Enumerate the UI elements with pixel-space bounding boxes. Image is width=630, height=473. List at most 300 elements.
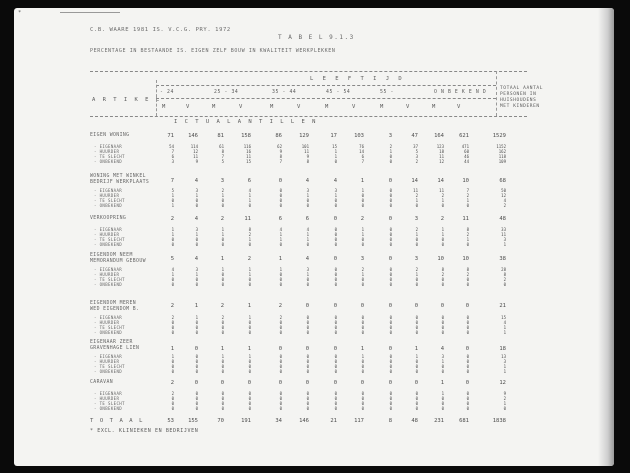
sub-cell: 0: [334, 406, 337, 411]
sub-cell: 0: [279, 359, 282, 364]
table-cell: 1: [170, 346, 174, 352]
sub-cell: 0: [306, 364, 309, 369]
sub-cell: 5: [415, 149, 418, 154]
sub-cell: 2: [221, 188, 224, 193]
sub-cell: 0: [389, 391, 392, 396]
sub-cell: 0: [361, 315, 364, 320]
table-cell: 1: [414, 346, 418, 352]
sub-cell: 1: [171, 203, 174, 208]
sub-cell: 62: [277, 144, 282, 149]
sub-cell: 1: [361, 227, 364, 232]
sub-cell: 0: [466, 315, 469, 320]
sub-cell: 0: [415, 391, 418, 396]
sub-cell: 0: [171, 359, 174, 364]
sub-cell: 0: [306, 369, 309, 374]
table-cell: 3: [360, 256, 364, 262]
row-label: WONING MET WINKEL: [90, 174, 146, 179]
table-cell: 0: [333, 380, 337, 386]
table-cell: 0: [388, 216, 392, 222]
sub-cell: 0: [389, 406, 392, 411]
sub-cell: 3: [195, 227, 198, 232]
table-cell: 1: [247, 303, 251, 309]
sub-cell: 1: [415, 232, 418, 237]
sub-cell: 2: [503, 396, 506, 401]
sub-cell: 0: [334, 391, 337, 396]
table-cell: 2: [220, 216, 224, 222]
sub-cell: 0: [361, 401, 364, 406]
table-cell: 10: [462, 256, 469, 262]
sub-cell: 1: [415, 198, 418, 203]
sub-cell: 0: [466, 369, 469, 374]
sub-cell: 8: [503, 272, 506, 277]
sub-cell: 1: [306, 232, 309, 237]
table-cell: 17: [330, 133, 337, 139]
sub-cell: 0: [361, 330, 364, 335]
row-label: EIGENDOM NEEM: [90, 253, 133, 258]
sub-cell: 0: [361, 320, 364, 325]
sub-cell: 1: [441, 232, 444, 237]
sub-cell: 0: [279, 282, 282, 287]
table-cell: 7: [170, 178, 174, 184]
sub-cell: 61: [219, 144, 224, 149]
table-cell: 0: [360, 380, 364, 386]
sub-cell: 1: [248, 237, 251, 242]
sub-row-label: - EIGENAAR: [94, 354, 123, 359]
sub-cell: 0: [195, 320, 198, 325]
table-cell: 2: [360, 216, 364, 222]
table-cell: 0: [388, 346, 392, 352]
table-cell: 3: [414, 256, 418, 262]
sub-cell: 0: [389, 330, 392, 335]
sub-cell: 2: [466, 193, 469, 198]
sub-cell: 2: [415, 267, 418, 272]
sub-cell: 0: [279, 401, 282, 406]
sub-cell: 0: [466, 359, 469, 364]
row-label-continued: BEDRIJF WERKPLAATS: [90, 180, 150, 185]
sub-cell: 0: [306, 359, 309, 364]
sub-cell: 0: [389, 364, 392, 369]
sub-cell: 0: [195, 325, 198, 330]
sub-cell: 0: [441, 369, 444, 374]
sub-cell: 0: [389, 242, 392, 247]
sub-cell: 0: [171, 325, 174, 330]
sub-cell: 0: [248, 391, 251, 396]
table-cell: 0: [388, 303, 392, 309]
table-cell: 68: [499, 178, 506, 184]
sub-cell: 0: [441, 242, 444, 247]
sub-cell: 109: [498, 159, 506, 164]
sub-cell: 46: [464, 154, 469, 159]
sub-cell: 0: [389, 359, 392, 364]
sub-row-label: - HUURDER: [94, 359, 120, 364]
sub-cell: 0: [279, 406, 282, 411]
sub-cell: 0: [361, 203, 364, 208]
table-cell: 0: [305, 380, 309, 386]
table-cell: 6: [278, 216, 282, 222]
sub-cell: 3: [441, 354, 444, 359]
sub-cell: 18: [439, 149, 444, 154]
sub-cell: 1: [171, 272, 174, 277]
sub-cell: 0: [466, 282, 469, 287]
sub-cell: 0: [171, 406, 174, 411]
sub-cell: 0: [279, 198, 282, 203]
sub-cell: 0: [221, 198, 224, 203]
sub-cell: 9: [503, 391, 506, 396]
sub-cell: 0: [441, 320, 444, 325]
sub-cell: 2: [415, 193, 418, 198]
table-cell: 2: [247, 256, 251, 262]
sub-cell: 11: [439, 154, 444, 159]
sub-cell: 1: [279, 237, 282, 242]
sub-cell: 1: [248, 198, 251, 203]
sub-cell: 11: [246, 154, 251, 159]
sub-cell: 1: [171, 232, 174, 237]
sub-row-label: - ONBEKEND: [94, 203, 123, 208]
sub-cell: 0: [195, 401, 198, 406]
total-cell: 146: [299, 418, 309, 424]
sub-cell: 0: [466, 364, 469, 369]
sub-cell: 101: [301, 144, 309, 149]
row-label-header: A R T I K E L: [92, 97, 162, 103]
sub-cell: 1: [279, 232, 282, 237]
sub-cell: 0: [171, 330, 174, 335]
sub-cell: 5: [171, 188, 174, 193]
sub-cell: 8: [466, 267, 469, 272]
sub-row-label: - TE SLECHT: [94, 364, 125, 369]
sub-cell: 0: [466, 406, 469, 411]
sub-cell: 471: [461, 144, 469, 149]
table-cell: 0: [465, 346, 469, 352]
sub-cell: 9: [195, 159, 198, 164]
sub-cell: 0: [389, 282, 392, 287]
table-cell: 21: [499, 303, 506, 309]
sub-cell: 16: [246, 149, 251, 154]
sub-cell: 0: [361, 359, 364, 364]
sub-cell: 8: [441, 267, 444, 272]
table-cell: 0: [333, 216, 337, 222]
sub-cell: 3: [334, 188, 337, 193]
sub-cell: 0: [334, 320, 337, 325]
sub-cell: 12: [501, 193, 506, 198]
sub-row-label: - TE SLECHT: [94, 237, 125, 242]
header-vrule-left: [156, 80, 157, 116]
sub-cell: 0: [389, 198, 392, 203]
sub-cell: 0: [334, 272, 337, 277]
sub-cell: 0: [441, 282, 444, 287]
sub-cell: 33: [501, 227, 506, 232]
sub-cell: 8: [248, 227, 251, 232]
table-cell: 12: [499, 380, 506, 386]
sub-cell: 114: [190, 144, 198, 149]
header-vrule-right: [496, 71, 497, 116]
sub-cell: 0: [415, 396, 418, 401]
sub-cell: 0: [195, 396, 198, 401]
sex-header: V: [239, 104, 243, 110]
sub-cell: 0: [415, 406, 418, 411]
sub-cell: 0: [248, 364, 251, 369]
sub-cell: 0: [389, 154, 392, 159]
sub-row-label: - HUURDER: [94, 149, 120, 154]
sub-cell: 1: [415, 272, 418, 277]
sub-cell: 0: [466, 277, 469, 282]
sub-cell: 44: [464, 159, 469, 164]
table-cell: 1: [247, 346, 251, 352]
sub-cell: 0: [279, 354, 282, 359]
row-label-continued: GRAVENHAGE LIEN: [90, 346, 140, 351]
sub-cell: 15: [501, 315, 506, 320]
sub-cell: 0: [221, 203, 224, 208]
table-cell: 0: [333, 303, 337, 309]
sub-cell: 0: [361, 369, 364, 374]
table-cell: 1: [278, 256, 282, 262]
sub-cell: 7: [171, 149, 174, 154]
sub-cell: 0: [221, 401, 224, 406]
row-label: EIGENDOM MEREN: [90, 301, 137, 306]
subtitle: PERCENTAGE IN BESTAANDE IS. EIGEN ZELF BOUW IN KWALITEIT WERKPLEKKEN: [90, 48, 336, 54]
sub-cell: 1: [221, 267, 224, 272]
sub-cell: 15: [332, 144, 337, 149]
table-cell: 38: [499, 256, 506, 262]
sub-row-label: - ONBEKEND: [94, 330, 123, 335]
sub-cell: 0: [415, 277, 418, 282]
sub-cell: 123: [436, 144, 444, 149]
sub-cell: 0: [334, 277, 337, 282]
sex-header: M: [432, 104, 436, 110]
table-cell: 4: [194, 256, 198, 262]
sub-cell: 37: [413, 144, 418, 149]
sub-cell: 0: [334, 159, 337, 164]
sub-cell: 7: [279, 159, 282, 164]
sub-cell: 4: [503, 320, 506, 325]
row-label-continued: WED EIGENDOM B.: [90, 307, 140, 312]
sub-cell: 0: [221, 277, 224, 282]
sub-cell: 12: [193, 149, 198, 154]
table-cell: 1529: [492, 133, 506, 139]
sub-cell: 1: [171, 354, 174, 359]
header-rule-low: [156, 98, 496, 99]
sub-cell: 0: [389, 193, 392, 198]
sub-cell: 1: [248, 272, 251, 277]
table-cell: 6: [247, 178, 251, 184]
sub-cell: 0: [466, 242, 469, 247]
total-col-header-line-3: HUISHOUDENS: [500, 98, 537, 103]
sub-cell: 0: [171, 369, 174, 374]
table-cell: 11: [244, 216, 251, 222]
sub-cell: 0: [279, 330, 282, 335]
table-cell: 0: [388, 256, 392, 262]
sub-cell: 0: [415, 315, 418, 320]
sub-cell: 0: [221, 396, 224, 401]
table-cell: 621: [459, 133, 469, 139]
total-cell: 70: [217, 418, 224, 424]
sub-cell: 0: [221, 359, 224, 364]
table-cell: 2: [278, 303, 282, 309]
sub-cell: 1: [503, 401, 506, 406]
sub-cell: 1: [171, 193, 174, 198]
sub-cell: 0: [279, 203, 282, 208]
table-cell: 86: [275, 133, 282, 139]
total-col-header-line-2: PERSONEN IN: [500, 92, 537, 97]
sub-cell: 1: [306, 237, 309, 242]
table-cell: 164: [434, 133, 444, 139]
table-cell: 0: [388, 178, 392, 184]
sub-cell: 1: [221, 354, 224, 359]
sub-cell: 1: [334, 149, 337, 154]
sub-cell: 0: [279, 272, 282, 277]
sub-cell: 1: [361, 188, 364, 193]
table-cell: 0: [194, 346, 198, 352]
sub-row-label: - ONBEKEND: [94, 282, 123, 287]
sub-row-label: - HUURDER: [94, 193, 120, 198]
sub-cell: 1: [361, 232, 364, 237]
sub-cell: 2: [415, 159, 418, 164]
table-cell: 1: [220, 346, 224, 352]
sub-cell: 0: [171, 277, 174, 282]
table-cell: 0: [194, 380, 198, 386]
sub-cell: 0: [389, 227, 392, 232]
sub-cell: 0: [248, 242, 251, 247]
sub-cell: 28: [501, 267, 506, 272]
header-rule-bottom: [90, 116, 527, 117]
sub-cell: 4: [171, 267, 174, 272]
header-rule-top: [90, 71, 527, 72]
sub-cell: 0: [441, 237, 444, 242]
table-cell: 4: [440, 346, 444, 352]
table-cell: 0: [465, 380, 469, 386]
total-cell: 8: [388, 418, 392, 424]
sub-cell: 0: [195, 277, 198, 282]
sub-cell: 5: [221, 159, 224, 164]
sub-cell: 0: [195, 406, 198, 411]
table-cell: 0: [278, 380, 282, 386]
sub-cell: 0: [306, 391, 309, 396]
sub-cell: 0: [361, 406, 364, 411]
sub-cell: 0: [334, 237, 337, 242]
sub-cell: 0: [248, 203, 251, 208]
sub-cell: 1: [503, 369, 506, 374]
sub-cell: 0: [248, 277, 251, 282]
sub-row-label: - EIGENAAR: [94, 391, 123, 396]
table-cell: 10: [462, 178, 469, 184]
sub-cell: 0: [334, 330, 337, 335]
sub-cell: 0: [389, 237, 392, 242]
sub-cell: 0: [415, 369, 418, 374]
table-cell: 0: [305, 346, 309, 352]
sub-cell: 0: [334, 401, 337, 406]
sub-cell: 1: [248, 315, 251, 320]
sub-cell: 2: [466, 232, 469, 237]
sub-row-label: - EIGENAAR: [94, 267, 123, 272]
sub-cell: 0: [441, 325, 444, 330]
table-cell: 2: [170, 303, 174, 309]
sex-header: V: [457, 104, 461, 110]
sub-cell: 0: [441, 277, 444, 282]
sub-cell: 0: [195, 354, 198, 359]
sub-cell: 0: [171, 320, 174, 325]
table-cell: 0: [465, 303, 469, 309]
total-cell: 231: [434, 418, 444, 424]
sub-cell: 4: [248, 188, 251, 193]
sub-cell: 0: [334, 364, 337, 369]
total-col-header: [500, 86, 543, 110]
sub-cell: 0: [221, 325, 224, 330]
sub-cell: 0: [361, 237, 364, 242]
sub-cell: 0: [415, 359, 418, 364]
sub-cell: 0: [441, 203, 444, 208]
sub-cell: 0: [248, 401, 251, 406]
sub-cell: 1: [441, 198, 444, 203]
sub-cell: 0: [195, 198, 198, 203]
table-cell: 1: [360, 346, 364, 352]
table-cell: 3: [414, 216, 418, 222]
sub-cell: 1: [195, 232, 198, 237]
sub-cell: 0: [361, 364, 364, 369]
sub-cell: 0: [466, 203, 469, 208]
sub-cell: 0: [248, 359, 251, 364]
sub-cell: 1152: [496, 144, 506, 149]
table-cell: 3: [220, 178, 224, 184]
sex-header: M: [270, 104, 274, 110]
sub-cell: 15: [246, 159, 251, 164]
table-cell: 0: [247, 380, 251, 386]
sub-cell: 0: [306, 198, 309, 203]
sub-cell: 0: [306, 315, 309, 320]
sub-row-label: - TE SLECHT: [94, 325, 125, 330]
sub-cell: 2: [248, 232, 251, 237]
sub-cell: 3: [503, 359, 506, 364]
sub-row-label: - ONBEKEND: [94, 369, 123, 374]
sub-cell: 1: [171, 227, 174, 232]
document-page: [14, 8, 614, 466]
sub-cell: 3: [306, 188, 309, 193]
sub-cell: 0: [221, 391, 224, 396]
table-cell: 2: [170, 380, 174, 386]
sub-cell: 0: [361, 325, 364, 330]
sub-cell: 0: [415, 203, 418, 208]
sub-cell: 0: [466, 325, 469, 330]
sub-cell: 0: [466, 320, 469, 325]
sub-cell: 0: [195, 242, 198, 247]
sub-cell: 0: [306, 354, 309, 359]
sub-cell: 8: [306, 159, 309, 164]
sub-cell: 0: [389, 315, 392, 320]
sub-cell: 12: [439, 159, 444, 164]
table-cell: 14: [411, 178, 418, 184]
table-cell: 4: [333, 178, 337, 184]
sub-cell: 0: [306, 277, 309, 282]
sub-cell: 4: [279, 227, 282, 232]
sub-cell: 0: [306, 203, 309, 208]
sub-cell: 0: [466, 330, 469, 335]
sub-cell: 2: [441, 272, 444, 277]
sub-cell: 0: [279, 396, 282, 401]
total-cell: 117: [354, 418, 364, 424]
sub-cell: 0: [334, 282, 337, 287]
sub-row-label: - HUURDER: [94, 396, 120, 401]
sub-cell: 0: [441, 401, 444, 406]
table-cell: 1: [360, 178, 364, 184]
sex-header: V: [352, 104, 356, 110]
table-cell: 0: [388, 380, 392, 386]
sub-cell: 1: [441, 391, 444, 396]
total-cell: 21: [330, 418, 337, 424]
sub-cell: 0: [361, 277, 364, 282]
sub-cell: 0: [248, 396, 251, 401]
sub-cell: 0: [306, 396, 309, 401]
sub-cell: 1: [441, 227, 444, 232]
sub-cell: 0: [279, 242, 282, 247]
sub-cell: 0: [306, 325, 309, 330]
